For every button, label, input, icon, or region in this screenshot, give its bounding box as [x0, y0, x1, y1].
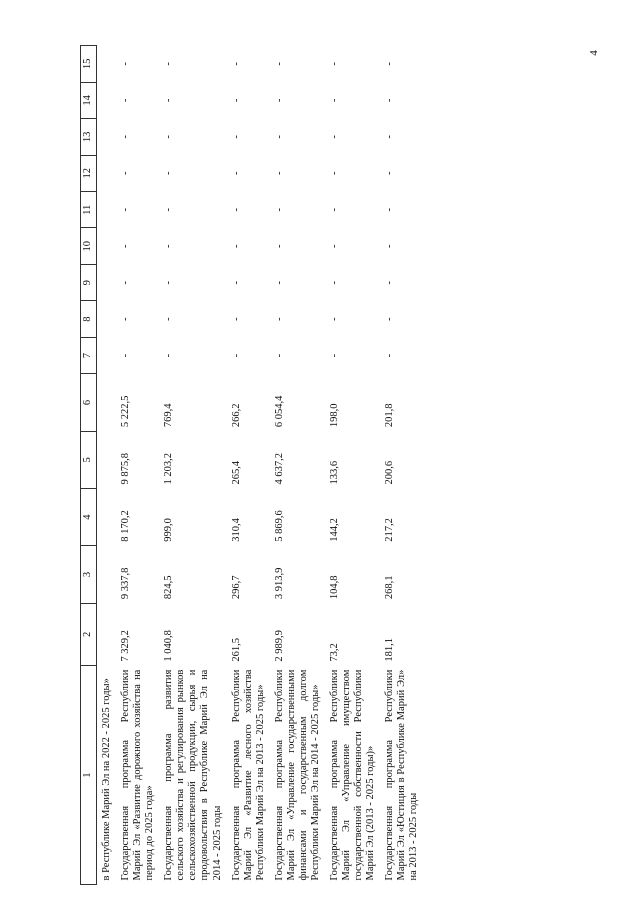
value-cell: - [329, 208, 340, 212]
table-row [159, 46, 226, 885]
value-cell [97, 264, 117, 300]
program-name-cell: Государственная программа Республики Марий Эл «Управление имуществом государственной собственности Республики Марий Эл (2013 - 2025 годы)» [329, 669, 377, 881]
value-cell: 1 040,8 [163, 630, 175, 662]
value-cell: - [163, 62, 175, 66]
column-header-11: 11 [81, 192, 97, 228]
value-cell [97, 337, 117, 373]
value-cell: 261,5 [230, 638, 242, 662]
value-cell: - [120, 353, 132, 358]
value-cell: 268,1 [384, 575, 396, 600]
column-header-13: 13 [81, 119, 97, 155]
value-cell: 310,4 [230, 518, 242, 542]
value-cell: - [384, 317, 396, 321]
value-cell [97, 192, 117, 228]
value-cell: - [230, 62, 242, 66]
value-cell: - [163, 280, 175, 285]
value-cell: - [120, 208, 132, 212]
value-cell: - [384, 353, 396, 358]
value-cell: - [163, 135, 175, 139]
table-row [325, 46, 380, 885]
budget-table [80, 45, 423, 885]
value-cell [97, 301, 117, 337]
value-cell: - [273, 171, 285, 176]
value-cell: 824,5 [163, 575, 175, 600]
value-cell: - [230, 317, 242, 321]
value-cell: 104,8 [329, 575, 340, 600]
value-cell: - [163, 98, 175, 103]
value-cell: - [120, 280, 132, 285]
value-cell [97, 82, 117, 118]
value-cell: 999,0 [163, 518, 175, 542]
program-name-cell: Государственная программа Республики Марий Эл «Юстиция в Республике Марий Эл» на 2013 - 2025 годы [384, 669, 420, 881]
value-cell: - [384, 62, 396, 66]
value-cell: - [230, 244, 242, 248]
value-cell: - [329, 62, 340, 66]
value-cell: 769,4 [163, 403, 175, 428]
value-cell [97, 603, 117, 666]
value-cell: 201,8 [384, 403, 396, 428]
value-cell: - [120, 317, 132, 321]
column-header-5: 5 [81, 431, 97, 488]
value-cell: - [163, 208, 175, 212]
column-header-15: 15 [81, 46, 97, 83]
column-header-9: 9 [81, 264, 97, 300]
value-cell: 133,6 [329, 460, 340, 485]
value-cell: - [384, 244, 396, 248]
value-cell [97, 228, 117, 264]
value-cell: 266,2 [230, 403, 242, 428]
value-cell: 217,2 [384, 518, 396, 542]
table-body [97, 46, 424, 885]
value-cell: - [163, 353, 175, 358]
value-cell: - [273, 317, 285, 321]
value-cell: - [273, 62, 285, 66]
column-header-7: 7 [81, 337, 97, 373]
value-cell: 9 875,8 [120, 452, 132, 485]
value-cell: - [273, 353, 285, 358]
value-cell [97, 119, 117, 155]
value-cell: - [273, 280, 285, 285]
value-cell [97, 155, 117, 191]
value-cell: 2 989,9 [273, 630, 285, 662]
value-cell [97, 546, 117, 603]
value-cell: - [329, 98, 340, 103]
value-cell: 265,4 [230, 460, 242, 485]
value-cell: 3 913,9 [273, 567, 285, 600]
program-name-cell: Государственная программа Республики Марий Эл «Развитие лесного хозяйства Республики Марий Эл на 2013 - 2025 годы» [230, 669, 266, 881]
table-row [227, 46, 270, 885]
value-cell: - [329, 353, 340, 358]
value-cell: 7 329,2 [120, 630, 132, 662]
value-cell [97, 431, 117, 488]
column-header-1: 1 [81, 666, 97, 885]
column-header-3: 3 [81, 546, 97, 603]
column-header-14: 14 [81, 82, 97, 118]
page-number: 4 [588, 50, 600, 56]
value-cell: - [384, 208, 396, 212]
value-cell: 9 337,8 [120, 567, 132, 600]
value-cell: 4 637,2 [273, 452, 285, 485]
value-cell: - [230, 208, 242, 212]
value-cell: 296,7 [230, 575, 242, 600]
value-cell: - [384, 135, 396, 139]
value-cell: - [329, 171, 340, 176]
value-cell: - [230, 135, 242, 139]
program-name-cell: Государственная программа развития сельского хозяйства и регулирования рынков сельскохозяйственной продукции, сырья и продовольствия в Республике Марий Эл на 2014 - 2025 годы [163, 669, 223, 881]
value-cell: - [384, 171, 396, 176]
value-cell: - [120, 62, 132, 66]
table-row [380, 46, 423, 885]
value-cell: 73,2 [329, 643, 340, 662]
program-name-cell: Государственная программа Республики Марий Эл «Управление государственными финансами и государственным долгом Республики Марий Эл на 2014 - 2025 годы» [273, 669, 321, 881]
value-cell: 1 203,2 [163, 452, 175, 485]
value-cell: - [384, 280, 396, 285]
value-cell: - [163, 171, 175, 176]
value-cell: - [384, 98, 396, 103]
column-header-2: 2 [81, 603, 97, 666]
value-cell: 144,2 [329, 518, 340, 542]
value-cell: - [329, 135, 340, 139]
value-cell: - [273, 208, 285, 212]
value-cell: - [120, 171, 132, 176]
value-cell [97, 488, 117, 545]
value-cell: - [329, 317, 340, 321]
value-cell: 181,1 [384, 638, 396, 662]
value-cell [97, 374, 117, 431]
program-name-cell: Государственная программа Республики Марий Эл «Развитие дорожного хозяйства на период до 2025 года» [120, 669, 156, 881]
column-header-8: 8 [81, 301, 97, 337]
rotated-table-container [80, 45, 560, 885]
value-cell: - [120, 135, 132, 139]
value-cell: 5 222,5 [120, 395, 132, 428]
value-cell: - [329, 244, 340, 248]
value-cell: - [273, 244, 285, 248]
value-cell: - [329, 280, 340, 285]
column-header-4: 4 [81, 488, 97, 545]
value-cell: - [120, 98, 132, 103]
value-cell: - [120, 244, 132, 248]
table-row [116, 46, 159, 885]
value-cell: 6 054,4 [273, 395, 285, 428]
value-cell: - [230, 280, 242, 285]
value-cell: 8 170,2 [120, 510, 132, 542]
value-cell: 5 869,6 [273, 510, 285, 542]
value-cell: - [163, 244, 175, 248]
column-header-6: 6 [81, 374, 97, 431]
value-cell: 198,0 [329, 403, 340, 428]
value-cell [97, 46, 117, 83]
value-cell: - [230, 353, 242, 358]
column-header-10: 10 [81, 228, 97, 264]
value-cell: 200,6 [384, 460, 396, 485]
value-cell: - [273, 135, 285, 139]
column-header-12: 12 [81, 155, 97, 191]
table-header-row [81, 46, 97, 885]
value-cell: - [273, 98, 285, 103]
table-row [270, 46, 325, 885]
table-row [97, 46, 117, 885]
value-cell: - [230, 171, 242, 176]
value-cell: - [230, 98, 242, 103]
program-name-cell: в Республике Марий Эл на 2022 - 2025 годы» [101, 678, 112, 881]
value-cell: - [163, 317, 175, 321]
